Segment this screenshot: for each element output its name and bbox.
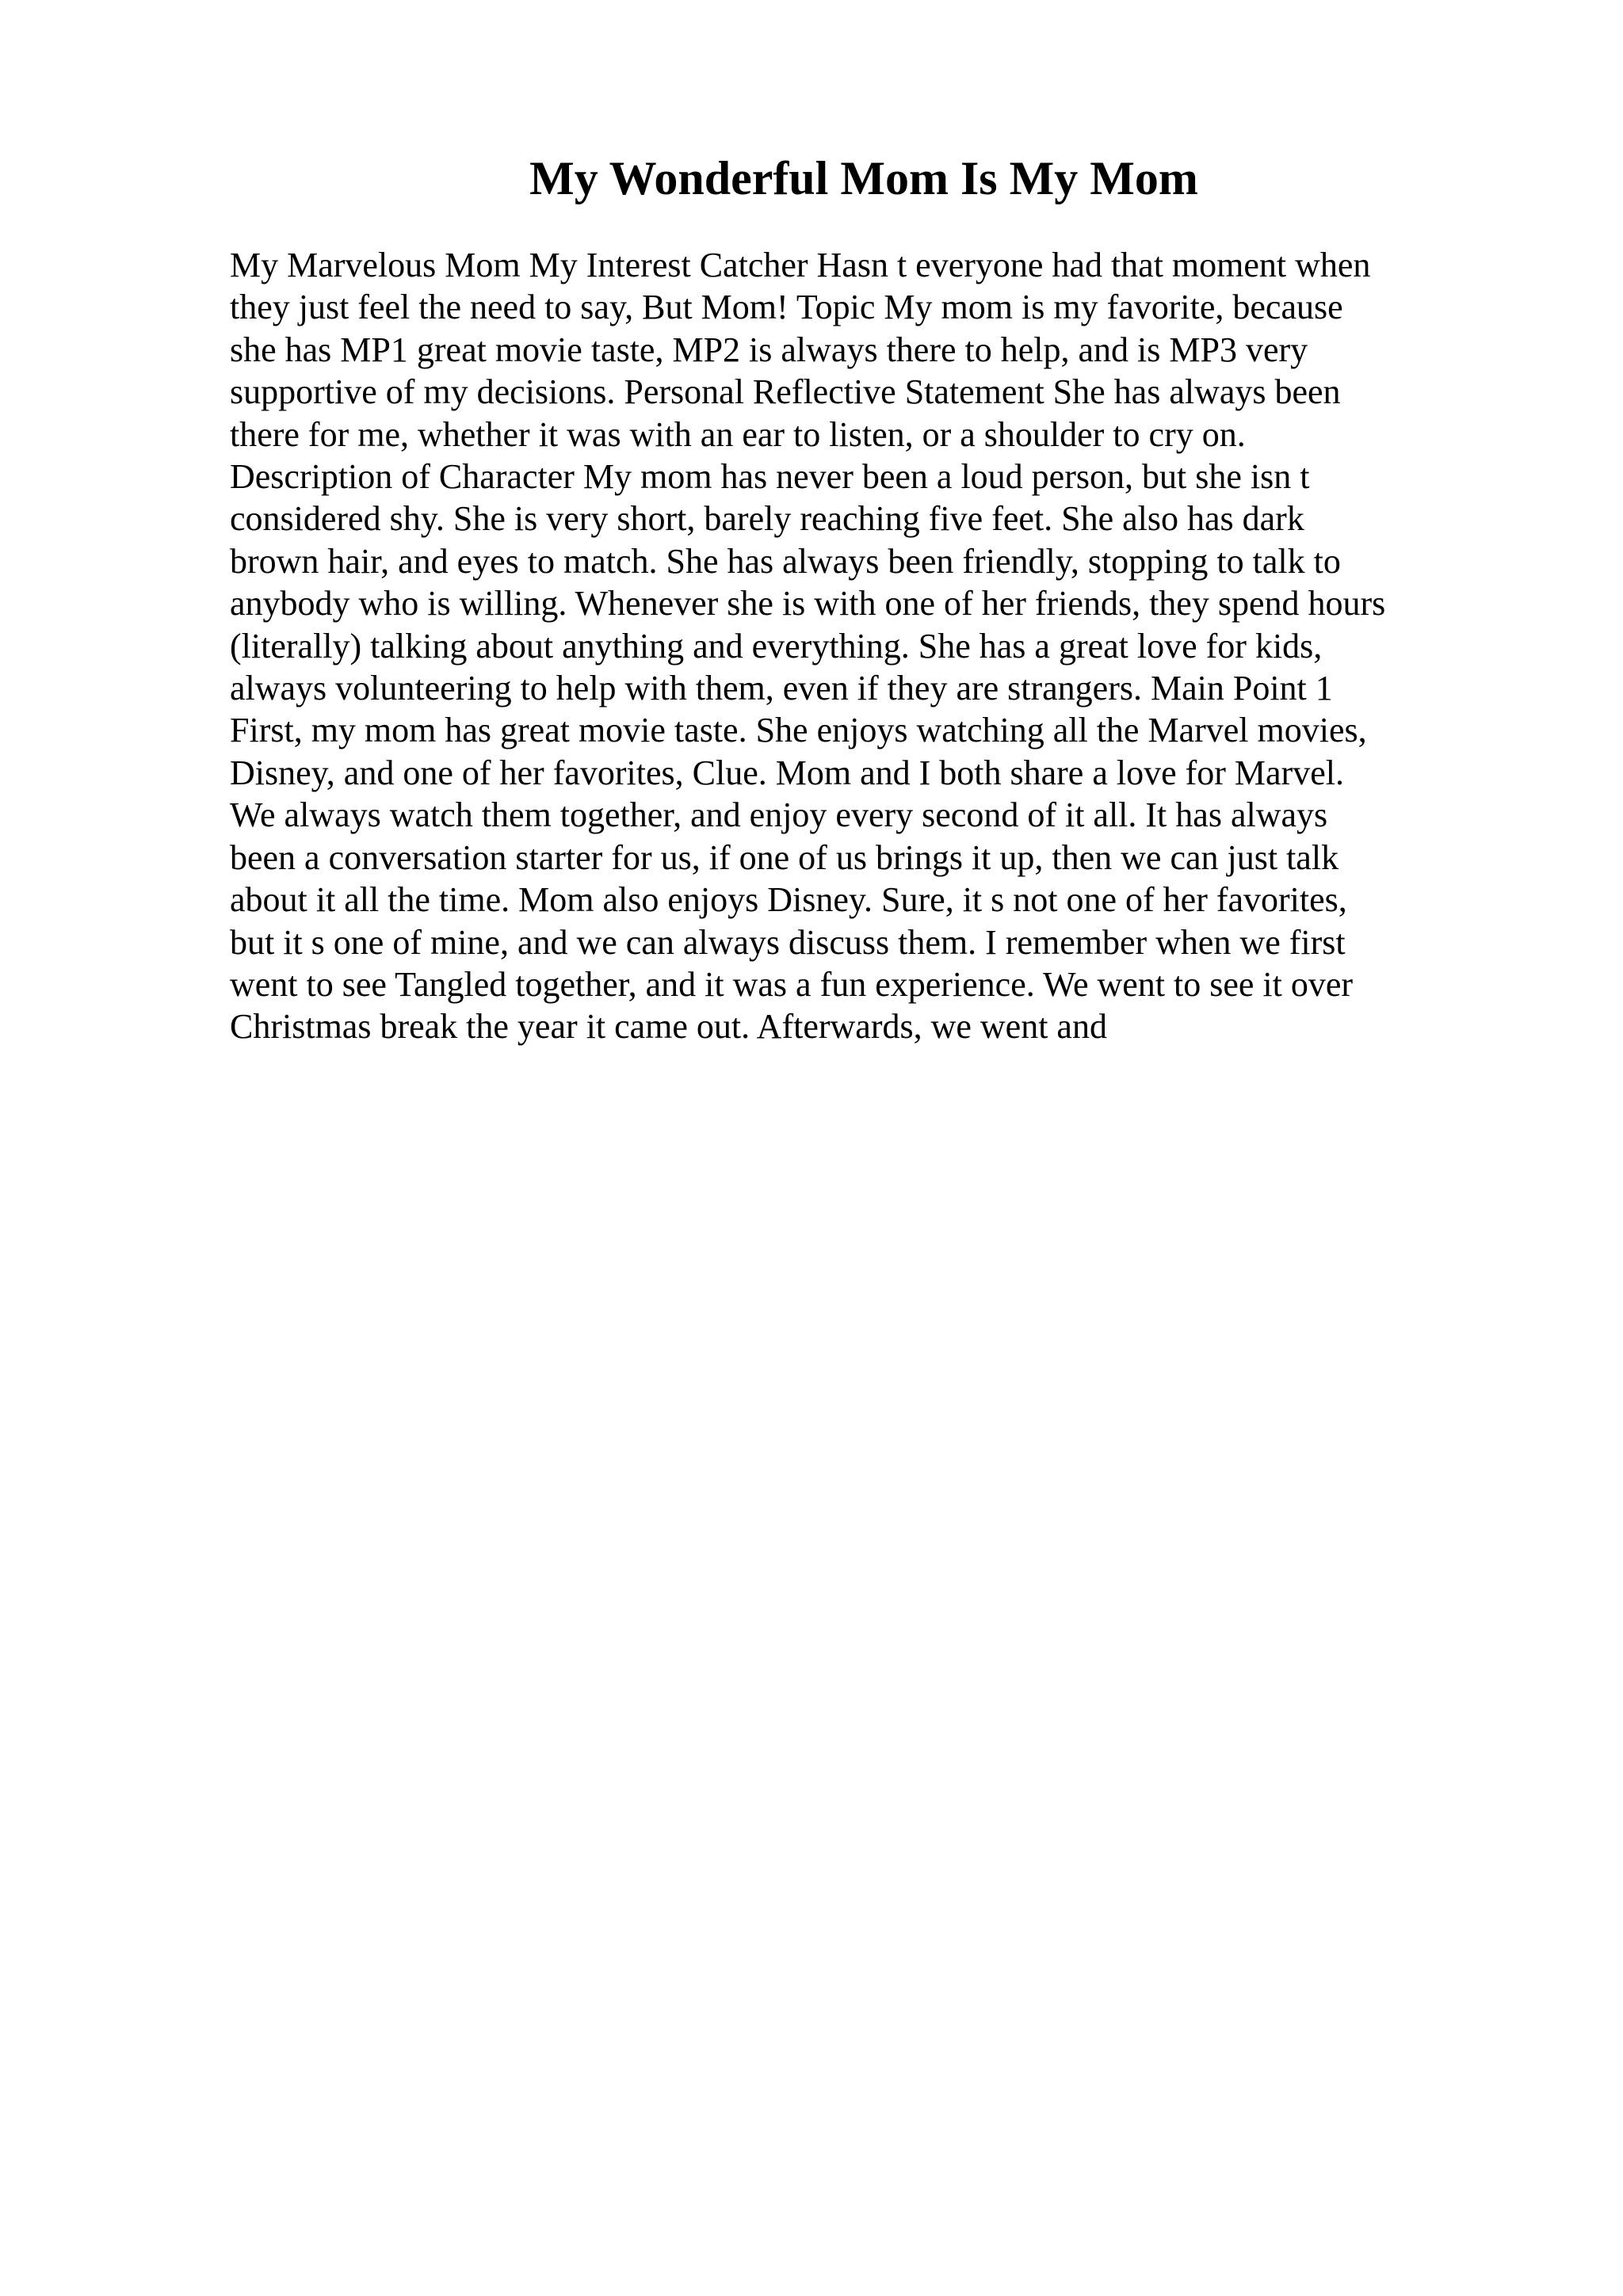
body-line: they just feel the need to say, But Mom! Topic My mom is my favorite, because: [230, 288, 1343, 327]
body-line: anybody who is willing. Whenever she is with one of her friends, they spend hours: [230, 584, 1386, 624]
body-line: she has MP1 great movie taste, MP2 is always there to help, and is MP3 very: [230, 330, 1308, 369]
body-line: considered shy. She is very short, barely reaching five feet. She also has dark: [230, 499, 1304, 539]
body-line: there for me, whether it was with an ear to listen, or a shoulder to cry on.: [230, 414, 1246, 454]
body-line: We always watch them together, and enjoy every second of it all. It has always: [230, 795, 1328, 835]
body-line: always volunteering to help with them, even if they are strangers. Main Point 1: [230, 669, 1333, 708]
body-line: (literally) talking about anything and everything. She has a great love for kids,: [230, 626, 1323, 666]
body-line: Description of Character My mom has never been a loud person, but she isn t: [230, 457, 1310, 497]
body-line: Disney, and one of her favorites, Clue. Mom and I both share a love for Marvel.: [230, 753, 1344, 792]
body-line: been a conversation starter for us, if one of us brings it up, then we can just talk: [230, 837, 1339, 877]
body-line: but it s one of mine, and we can always discuss them. I remember when we first: [230, 922, 1346, 962]
body-line: brown hair, and eyes to match. She has always been friendly, stopping to talk to: [230, 541, 1341, 581]
body-line: Christmas break the year it came out. Afterwards, we went and: [230, 1007, 1107, 1047]
body-line: First, my mom has great movie taste. She enjoys watching all the Marvel movies,: [230, 711, 1367, 750]
body-line: about it all the time. Mom also enjoys Disney. Sure, it s not one of her favorites,: [230, 880, 1347, 920]
document-body: [230, 244, 1466, 1048]
body-line: supportive of my decisions. Personal Reflective Statement She has always been: [230, 372, 1341, 412]
body-line: My Marvelous Mom My Interest Catcher Hasn t everyone had that moment when: [230, 246, 1371, 284]
document-title: My Wonderful Mom Is My Mom: [529, 152, 1198, 204]
body-line: went to see Tangled together, and it was a fun experience. We went to see it over: [230, 964, 1354, 1004]
